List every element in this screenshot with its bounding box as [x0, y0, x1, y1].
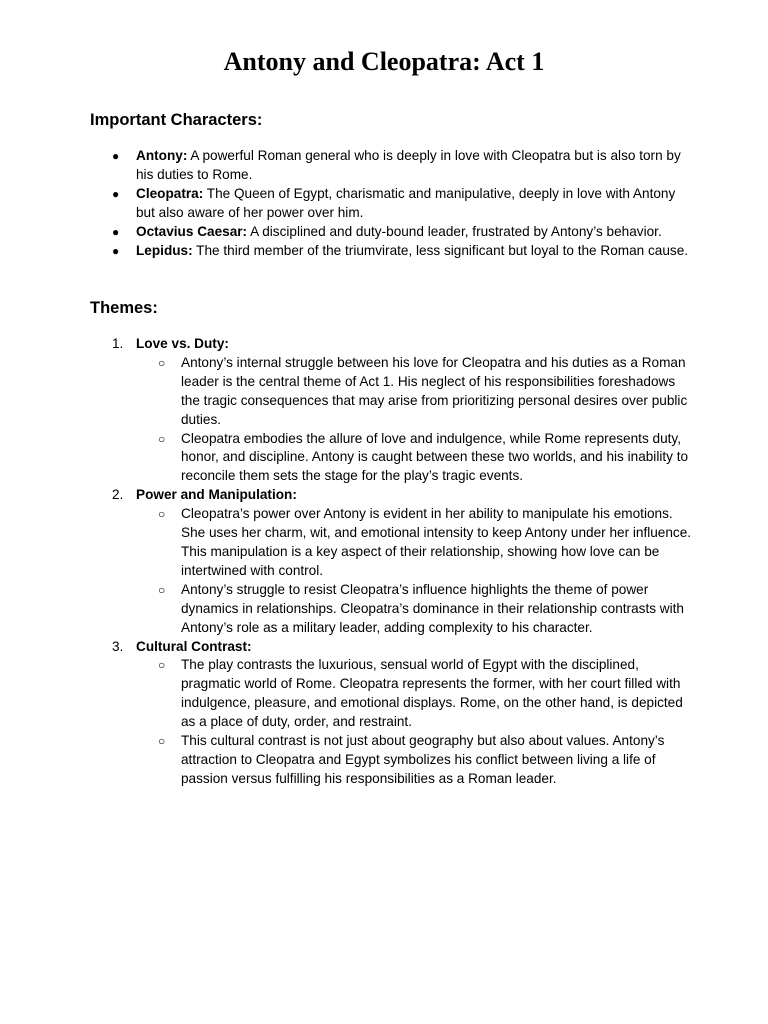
character-name: Octavius Caesar:	[136, 223, 248, 239]
sub-bullet-icon: ○	[158, 658, 166, 673]
list-item	[136, 505, 692, 581]
theme-number: 2.	[112, 487, 124, 503]
characters-heading: Important Characters:	[90, 111, 263, 129]
character-description: A disciplined and duty-bound leader, frustrated by Antony’s behavior.	[247, 223, 662, 239]
character-description: The Queen of Egypt, charismatic and manipulative, deeply in love with Antony but also aware of her power over him.	[136, 185, 676, 220]
list-item	[112, 185, 692, 223]
page-title: Antony and Cleopatra: Act 1	[223, 47, 545, 76]
sub-bullet-icon: ○	[158, 507, 166, 522]
character-name: Cleopatra:	[136, 185, 204, 201]
list-item	[136, 656, 692, 732]
theme-title: Power and Manipulation:	[136, 487, 297, 503]
theme-point-text: Antony’s internal struggle between his love for Cleopatra and his duties as a Roman leader is the central theme of Act 1. His neglect of his responsibilities foreshadows the tragic consequences that may arise from prioritizing personal desires over public duties.	[181, 354, 688, 427]
character-name: Lepidus:	[136, 242, 193, 258]
themes-heading: Themes:	[90, 299, 158, 317]
bullet-icon: ●	[112, 149, 120, 163]
theme-item	[112, 638, 692, 789]
bullet-icon: ●	[112, 186, 120, 201]
list-item	[136, 430, 692, 487]
theme-point-text: The play contrasts the luxurious, sensual world of Egypt with the disciplined, pragmatic world of Rome. Cleopatra represents the former, with her court filled with indulgence, pleasure, and emotional displays. Rome, on the other hand, is depicted as a place of duty, order, and restraint.	[181, 657, 683, 730]
list-item	[136, 354, 692, 430]
character-description: The third member of the triumvirate, less significant but loyal to the Roman cause.	[192, 242, 689, 258]
character-name: Antony:	[136, 148, 188, 163]
sub-bullet-icon: ○	[158, 734, 166, 749]
theme-number: 1.	[112, 336, 124, 351]
theme-item	[112, 486, 692, 637]
themes-list	[112, 335, 692, 789]
theme-title: Cultural Contrast:	[136, 638, 252, 654]
bullet-icon: ●	[112, 224, 120, 239]
theme-points	[136, 354, 692, 486]
list-item	[112, 223, 692, 242]
theme-point-text: Cleopatra’s power over Antony is evident in her ability to manipulate his emotions. She uses her charm, wit, and emotional intensity to keep Antony under her influence. This manipulation is a key aspect of their relationship, showing how love can be intertwined with control.	[181, 506, 692, 578]
character-description: A powerful Roman general who is deeply in love with Cleopatra but is also torn by his duties to Rome.	[136, 148, 681, 182]
theme-points	[136, 656, 692, 788]
sub-bullet-icon: ○	[158, 431, 166, 446]
theme-point-text: Cleopatra embodies the allure of love and indulgence, while Rome represents duty, honor, and discipline. Antony is caught between these two worlds, and his inability to reconcile them sets the stage for the play’s tragic events.	[181, 430, 689, 484]
theme-points	[136, 505, 692, 637]
bullet-icon: ●	[112, 243, 120, 258]
list-item	[112, 147, 692, 185]
theme-title: Love vs. Duty:	[136, 336, 229, 351]
theme-point-text: This cultural contrast is not just about geography but also about values. Antony’s attraction to Cleopatra and Egypt symbolizes his conflict between living a life of passion versus fulfilling his responsibilities as a Roman leader.	[181, 733, 665, 786]
list-item	[136, 581, 692, 638]
theme-point-text: Antony’s struggle to resist Cleopatra’s influence highlights the theme of power dynamics in relationships. Cleopatra’s dominance in their relationship contrasts with Antony’s role as a military leader, adding complexity to his character.	[181, 581, 684, 635]
theme-number: 3.	[112, 638, 124, 654]
characters-list	[112, 147, 692, 260]
theme-item	[112, 335, 692, 486]
list-item	[136, 732, 692, 789]
sub-bullet-icon: ○	[158, 355, 166, 370]
sub-bullet-icon: ○	[158, 582, 166, 597]
list-item	[112, 242, 692, 261]
